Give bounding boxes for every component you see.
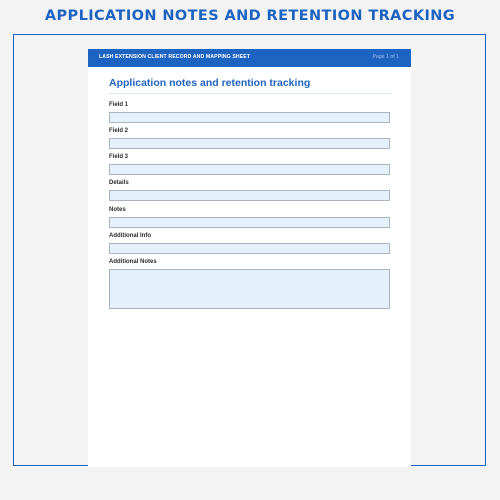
sheet-header-title: LASH EXTENSION CLIENT RECORD AND MAPPING SHEET [99,54,251,60]
field-1-label: Field 1 [109,102,129,108]
field-3-input[interactable] [109,164,390,175]
notes-label: Notes [109,207,126,213]
field-3-group [109,154,390,175]
additional-info-group [109,233,390,254]
sheet-header-bar [88,49,411,67]
notes-input[interactable] [109,217,390,228]
field-2-label: Field 2 [109,128,129,134]
title-divider [109,93,392,94]
details-input[interactable] [109,190,390,201]
additional-notes-textarea[interactable] [109,269,390,309]
field-1-input[interactable] [109,112,390,123]
form-sheet [88,49,411,467]
field-2-group [109,128,390,149]
field-2-input[interactable] [109,138,390,149]
details-label: Details [109,180,129,186]
additional-info-input[interactable] [109,243,390,254]
field-1-group [109,102,390,123]
field-3-label: Field 3 [109,154,129,160]
details-group [109,180,390,201]
additional-info-label: Additional Info [109,233,151,239]
page-heading: APPLICATION NOTES AND RETENTION TRACKING [44,8,456,24]
notes-group [109,207,390,228]
sheet-title: Application notes and retention tracking [109,77,311,89]
additional-notes-group [109,259,390,309]
additional-notes-label: Additional Notes [109,259,157,265]
page-number: Page 1 of 1 [372,54,399,60]
